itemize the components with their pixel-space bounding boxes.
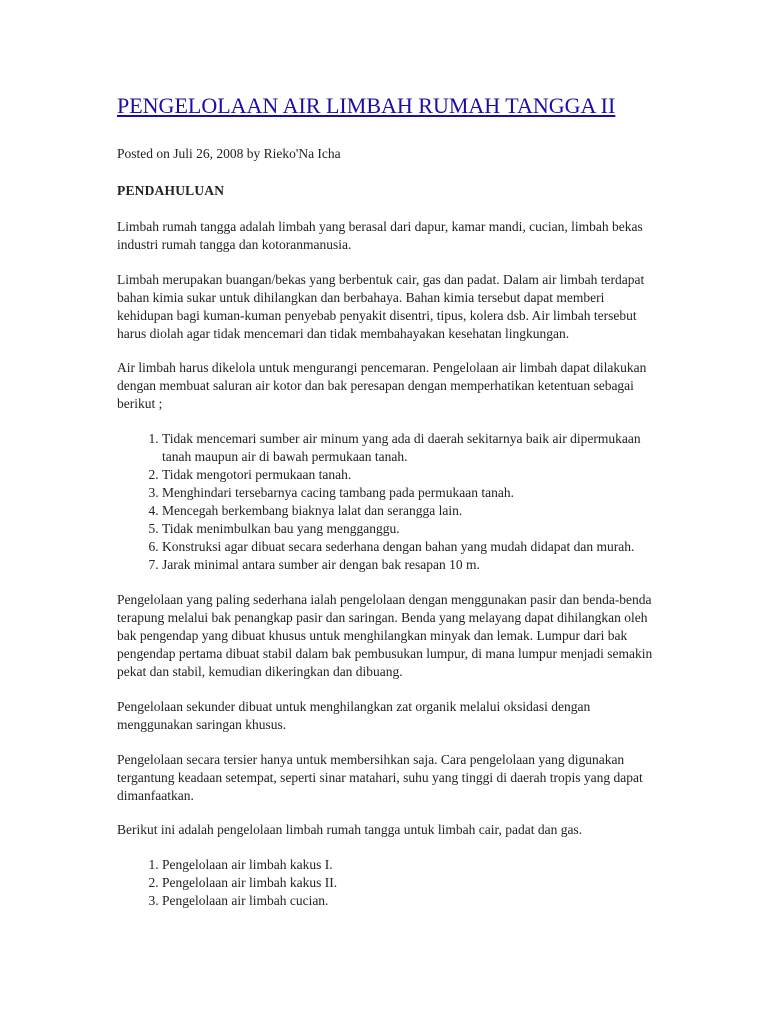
list-item: 4. Mencegah berkembang biaknya lalat dan serangga lain.	[162, 502, 657, 520]
paragraph-following: Berikut ini adalah pengelolaan limbah rumah tangga untuk limbah cair, padat dan gas.	[117, 822, 583, 838]
article-title-link[interactable]: PENGELOLAAN AIR LIMBAH RUMAH TANGGA II	[117, 93, 616, 118]
list-item: 3. Menghindari tersebarnya cacing tambang pada permukaan tanah.	[162, 484, 657, 502]
list-item: 5. Tidak menimbulkan bau yang mengganggu.	[162, 520, 657, 538]
paragraph-simple-management: Pengelolaan yang paling sederhana ialah pengelolaan dengan menggunakan pasir dan benda-benda terapung melalui bak penangkap pasir dan saringan. Benda yang melayang dapat dihilangkan oleh bak pengendap yang dibuat khusus untuk menghilangkan minyak dan lemak. Lumpur dari bak pengendap pertama dibuat stabil dalam bak pembusukan lumpur, di mana lumpur menjadi semakin pekat dan stabil, kemudian dikeringkan dan dibuang.	[117, 592, 653, 680]
requirements-list	[117, 430, 657, 573]
management-list	[117, 856, 657, 910]
list-item: 2. Pengelolaan air limbah kakus II.	[162, 874, 657, 892]
paragraph-secondary: Pengelolaan sekunder dibuat untuk menghilangkan zat organik melalui oksidasi dengan menggunakan saringan khusus.	[117, 698, 591, 732]
list-item: 7. Jarak minimal antara sumber air dengan bak resapan 10 m.	[162, 556, 657, 574]
post-meta: Posted on Juli 26, 2008 by Rieko'Na Icha	[117, 146, 341, 161]
section-heading: PENDAHULUAN	[117, 183, 225, 198]
article-body	[117, 92, 657, 910]
list-item: 2. Tidak mengotori permukaan tanah.	[162, 466, 657, 484]
paragraph-definition: Limbah merupakan buangan/bekas yang berbentuk cair, gas dan padat. Dalam air limbah terdapat bahan kimia sukar untuk dihilangkan dan berbahaya. Bahan kimia tersebut dapat memberi kehidupan bagi kuman-kuman penyebab penyakit disentri, tipus, kolera dsb. Air limbah tersebut harus diolah agar tidak mencemari dan tidak membahayakan kesehatan lingkungan.	[117, 271, 645, 341]
list-item: 3. Pengelolaan air limbah cucian.	[162, 892, 657, 910]
paragraph-management: Air limbah harus dikelola untuk mengurangi pencemaran. Pengelolaan air limbah dapat dilakukan dengan membuat saluran air kotor dan bak peresapan dengan memperhatikan ketentuan sebagai berikut ;	[117, 360, 647, 412]
paragraph-tertiary: Pengelolaan secara tersier hanya untuk membersihkan saja. Cara pengelolaan yang digunakan tergantung keadaan setempat, seperti sinar matahari, suhu yang tinggi di daerah tropis yang dapat dimanfaatkan.	[117, 751, 643, 803]
list-item: 6. Konstruksi agar dibuat secara sederhana dengan bahan yang mudah didapat dan murah.	[162, 538, 657, 556]
paragraph-intro: Limbah rumah tangga adalah limbah yang berasal dari dapur, kamar mandi, cucian, limbah bekas industri rumah tangga dan kotoranmanusia.	[117, 219, 643, 252]
list-item: 1. Tidak mencemari sumber air minum yang ada di daerah sekitarnya baik air dipermukaan tanah maupun air di bawah permukaan tanah.	[162, 430, 657, 466]
list-item: 1. Pengelolaan air limbah kakus I.	[162, 856, 657, 874]
